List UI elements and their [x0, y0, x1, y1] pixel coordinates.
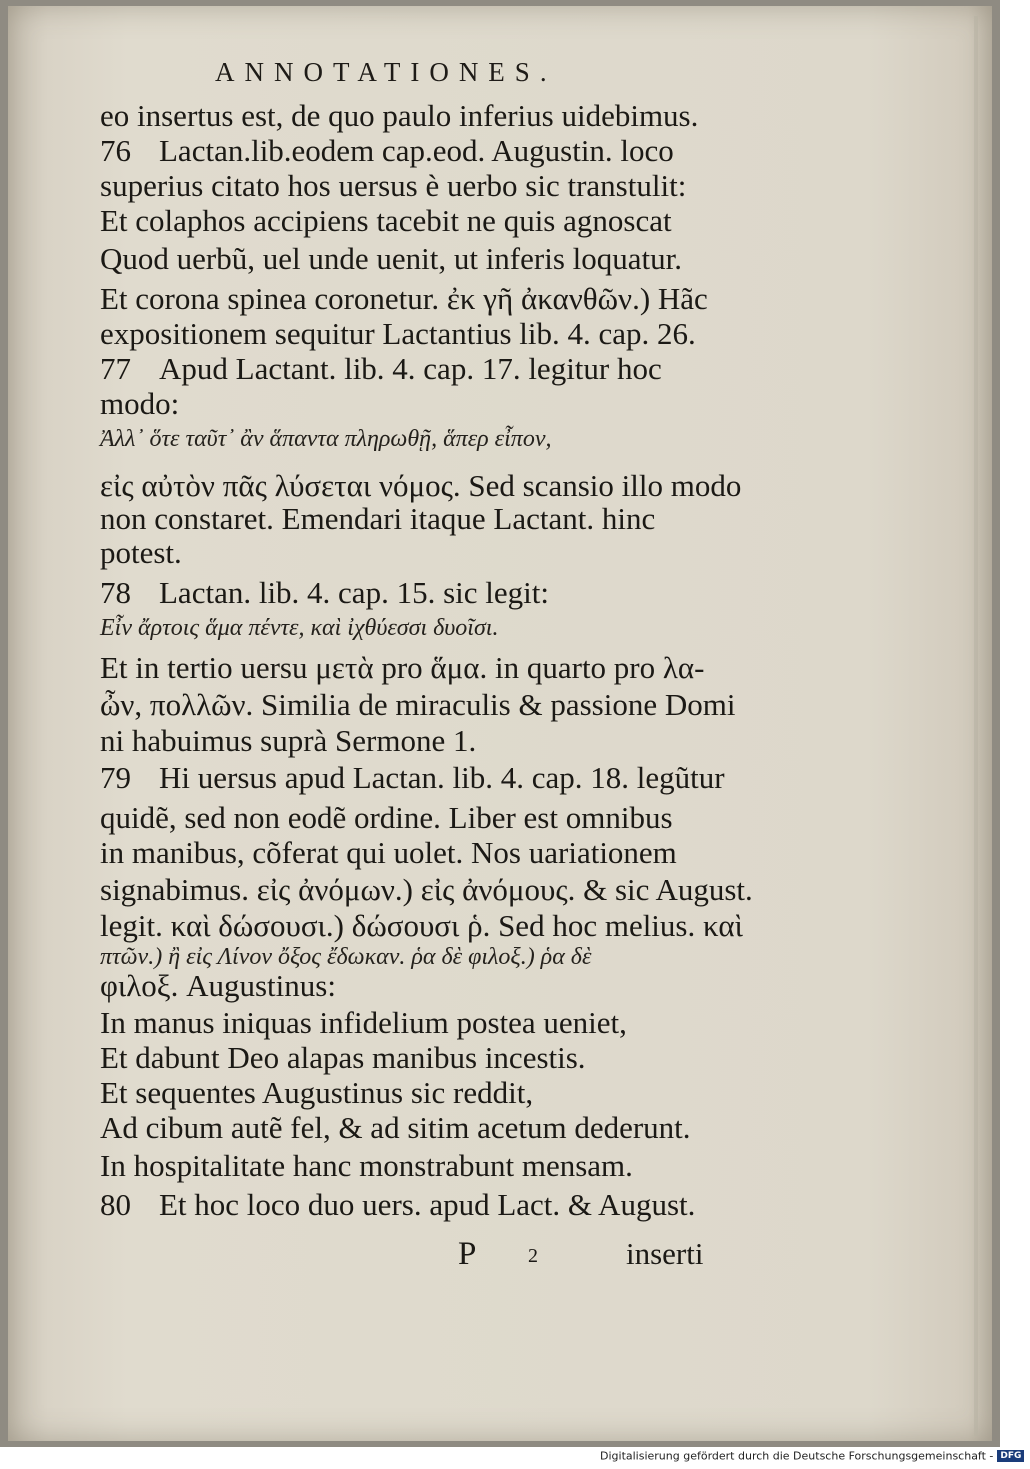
text-line [100, 205, 672, 236]
line-text: Hi uersus apud Lactan. lib. 4. cap. 18. legũtur [159, 760, 725, 795]
text-line [100, 1189, 695, 1220]
line-text: Et sequentes Augustinus sic reddit, [100, 1075, 534, 1110]
line-text: superius citato hos uersus è uerbo sic transtulit: [100, 168, 687, 203]
line-text: Et colaphos accipiens tacebit ne quis agnoscat [100, 203, 672, 238]
text-line [100, 135, 674, 166]
line-text: φιλοξ. Augustinus: [100, 968, 336, 1003]
note-number: 77 [100, 351, 131, 386]
line-text: expositionem sequitur Lactantius lib. 4. cap. 26. [100, 316, 696, 351]
credit-text: Digitalisierung gefördert durch die Deutsche Forschungsgemeinschaft - [600, 1449, 994, 1463]
line-text: potest. [100, 535, 182, 570]
text-line [100, 689, 735, 720]
line-text: eo insertus est, de quo paulo inferius uidebimus. [100, 98, 699, 133]
line-text: πτῶν.) ἢ εἰς Λίνον ὄξος ἔδωκαν. ῥα δὲ φιλοξ.) ῥα δὲ [100, 944, 592, 970]
text-line [100, 100, 698, 131]
line-text: legit. καὶ δώσουσι.) δώσουσι ῥ. Sed hoc melius. καὶ [100, 908, 743, 943]
text-line [100, 616, 498, 640]
line-text: Ἀλλ᾽ ὅτε ταῦτ᾽ ἂν ἅπαντα πληρωθῇ, ἅπερ εἶπον, [100, 426, 552, 452]
signature-mark: P [458, 1236, 477, 1272]
line-text: Et hoc loco duo uers. apud Lact. & August. [159, 1187, 696, 1222]
text-line [100, 910, 743, 941]
line-text: signabimus. εἰς ἀνόμων.) εἰς ἀνόμους. & sic August. [100, 872, 753, 907]
digitization-credit [600, 1449, 1022, 1469]
text-line [100, 1007, 627, 1038]
note-number: 79 [100, 760, 131, 795]
note-number: 76 [100, 133, 131, 168]
line-text: in manibus, cõferat qui uolet. Nos uariationem [100, 835, 677, 870]
line-text: quidẽ, sed non eodẽ ordine. Liber est omnibus [100, 800, 673, 835]
text-line [100, 652, 704, 683]
text-line [100, 537, 182, 568]
line-text: ni habuimus suprà Sermone 1. [100, 723, 477, 758]
note-number: 78 [100, 575, 131, 610]
line-text: Εἶν ἄρτοις ἅμα πέντε, καὶ ἰχθύεσσι δυοῖσι. [100, 615, 499, 641]
text-line [100, 1112, 691, 1143]
text-line [100, 170, 686, 201]
text-line [100, 353, 662, 384]
line-text: ὦν, πολλῶν. Similia de miraculis & passione Domi [100, 687, 736, 722]
text-line [100, 1150, 633, 1181]
signature-number: 2 [528, 1245, 538, 1267]
text-line [100, 802, 673, 833]
page-edge [974, 16, 978, 1436]
text-line [100, 318, 696, 349]
text-line [100, 577, 549, 608]
line-text: Apud Lactant. lib. 4. cap. 17. legitur hoc [159, 351, 662, 386]
text-line [100, 427, 551, 451]
line-text: modo: [100, 386, 180, 421]
text-line [100, 970, 336, 1001]
dfg-logo: DFG [997, 1450, 1024, 1462]
line-text: non constaret. Emendari itaque Lactant. hinc [100, 501, 656, 536]
line-text: Quod uerbũ, uel unde uenit, ut inferis loquatur. [100, 241, 682, 276]
running-head: ANNOTATIONES. [215, 57, 557, 87]
text-line [100, 945, 591, 969]
line-text: Et corona spinea coronetur. ἐκ γῆ ἀκανθῶν.) Hãc [100, 281, 708, 316]
line-text: εἰς αὐτὸν πᾶς λύσεται νόμος. Sed scansio illo modo [100, 468, 742, 503]
line-text: Et dabunt Deo alapas manibus incestis. [100, 1040, 586, 1075]
text-line [100, 725, 476, 756]
text-line [100, 283, 708, 314]
line-text: Lactan.lib.eodem cap.eod. Augustin. loco [159, 133, 674, 168]
text-line [100, 470, 741, 501]
line-text: Et in tertio uersu μετὰ pro ἅμα. in quarto pro λα- [100, 650, 705, 685]
line-text: In manus iniquas infidelium postea ueniet, [100, 1005, 627, 1040]
text-line [100, 874, 753, 905]
line-text: Lactan. lib. 4. cap. 15. sic legit: [159, 575, 549, 610]
text-line [100, 243, 682, 274]
text-line [100, 1042, 586, 1073]
line-text: In hospitalitate hanc monstrabunt mensam. [100, 1148, 633, 1183]
text-line [100, 503, 655, 534]
text-line [100, 837, 677, 868]
text-line [100, 388, 179, 419]
line-text: Ad cibum autẽ fel, & ad sitim acetum dederunt. [100, 1110, 691, 1145]
text-line [100, 1077, 533, 1108]
text-line [100, 762, 725, 793]
note-number: 80 [100, 1187, 131, 1222]
catchword: inserti [626, 1236, 704, 1271]
